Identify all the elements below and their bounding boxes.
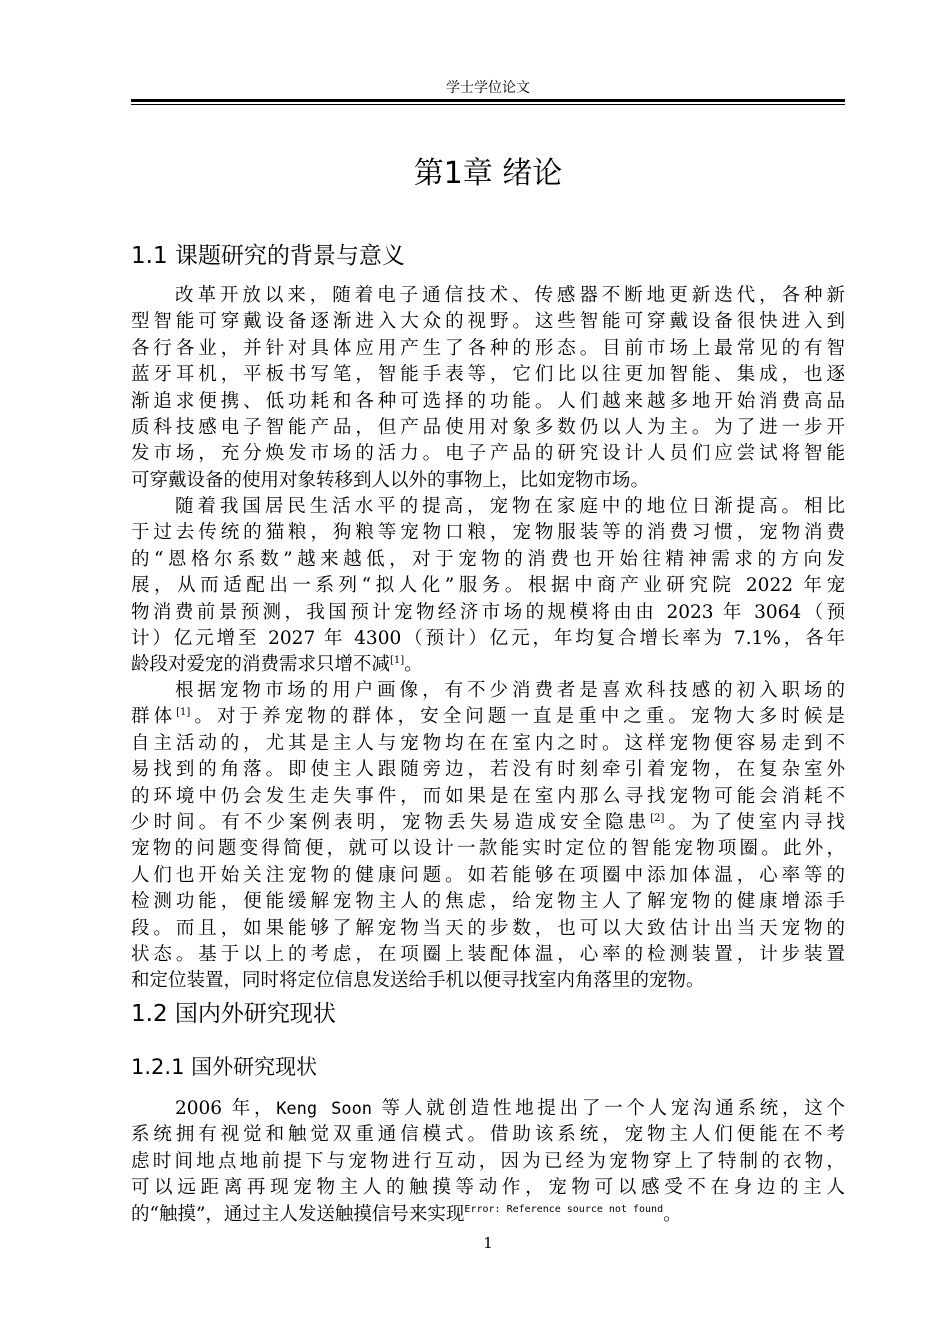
text-line: 的“恩格尔系数”越来越低，对于宠物的消费也开始往精神需求的方向发 (131, 548, 845, 570)
header-rule-thin (131, 104, 845, 105)
text-run: 龄段对爱宠的消费需求只增不减 (131, 654, 391, 676)
section-heading-1-2-1: 1.2.1 国外研究现状 (131, 1055, 318, 1079)
text-run: 群体 (131, 706, 177, 728)
text-line (131, 1202, 845, 1228)
text-line: 自主活动的，尤其是主人与宠物均在在室内之时。这样宠物便容易走到不 (131, 732, 845, 754)
text-line: 的环境中仍会发生走失事件，而如果是在室内那么寻找宠物可能会消耗不 (131, 785, 845, 807)
text-line: 物消费前景预测，我国预计宠物经济市场的规模将由由 2023 年 3064（预 (131, 601, 845, 623)
text-line: 根据宠物市场的用户画像，有不少消费者是喜欢科技感的初入职场的 (175, 680, 845, 701)
text-line: 蓝牙耳机，平板书写笔，智能手表等，它们比以往更加智能、集成，也逐 (131, 364, 845, 386)
citation-ref[interactable]: [2] (650, 812, 665, 824)
text-run: 。 (663, 1203, 682, 1225)
section-heading-1-2: 1.2 国内外研究现状 (131, 1001, 336, 1027)
text-line: 改革开放以来，随着电子通信技术、传感器不断地更新迭代，各种新 (175, 285, 845, 306)
text-run: 。 (404, 654, 423, 676)
text-line: 型智能可穿戴设备逐渐进入大众的视野。这些智能可穿戴设备很快进入到 (131, 311, 845, 333)
text-line: 可穿戴设备的使用对象转移到人以外的事物上，比如宠物市场。 (131, 469, 650, 491)
paragraph-background-2 (131, 494, 845, 679)
text-line: 系统拥有视觉和触觉双重通信模式。借助该系统，宠物主人们便能在不考 (131, 1124, 845, 1146)
citation-ref[interactable]: [1] (176, 707, 191, 719)
text-line (131, 1096, 845, 1122)
text-line: 质科技感电子智能产品，但产品使用对象多数仍以人为主。为了进一步开 (131, 416, 845, 438)
paragraph-foreign-research (131, 1096, 845, 1228)
paragraph-background-3 (131, 678, 845, 995)
header-rule-thick (131, 99, 845, 102)
author-name: Keng Soon (276, 1099, 373, 1119)
text-run: 等人就创造性地提出了一个人宠沟通系统，这个 (372, 1098, 845, 1119)
text-line: 渐追求便携、低功耗和各种可选择的功能。人们越来越多地开始消费高品 (131, 390, 845, 412)
text-run: 少时间。有不少案例表明，宠物丢失易造成安全隐患 (131, 811, 651, 833)
text-line: 检测功能，便能缓解宠物主人的焦虑，给宠物主人了解宠物的健康增添手 (131, 891, 845, 913)
text-line (131, 652, 845, 678)
text-run: 2006 年， (175, 1098, 277, 1119)
page-number: 1 (483, 1234, 493, 1252)
text-line: 展，从而适配出一系列“拟人化”服务。根据中商产业研究院 2022 年宠 (131, 575, 845, 597)
section-heading-1-1: 1.1 课题研究的背景与意义 (131, 243, 405, 269)
text-line: 状态。基于以上的考虑，在项圈上装配体温，心率的检测装置，计步装置 (131, 943, 845, 965)
text-line (131, 704, 845, 730)
text-run: 。为了使室内寻找 (664, 811, 845, 833)
broken-reference-field[interactable]: Error: Reference source not found (464, 1203, 664, 1215)
citation-ref[interactable]: [1] (390, 655, 405, 667)
text-line (131, 810, 845, 836)
text-line: 随着我国居民生活水平的提高，宠物在家庭中的地位日渐提高。相比 (175, 496, 845, 517)
text-line: 虑时间地点地前提下与宠物进行互动，因为已经为宠物穿上了特制的衣物， (131, 1150, 845, 1172)
text-line: 段。而且，如果能够了解宠物当天的步数，也可以大致估计出当天宠物的 (131, 917, 845, 939)
text-line: 人们也开始关注宠物的健康问题。如若能够在项圈中添加体温，心率等的 (131, 864, 845, 886)
text-line: 易找到的角落。即使主人跟随旁边，若没有时刻牵引着宠物，在复杂室外 (131, 759, 845, 781)
text-line: 宠物的问题变得简便，就可以设计一款能实时定位的智能宠物项圈。此外， (131, 838, 845, 860)
text-run: 的“触摸”，通过主人发送触摸信号来实现 (131, 1203, 465, 1225)
text-line: 于过去传统的猫粮，狗粮等宠物口粮，宠物服装等的消费习惯，宠物消费 (131, 522, 845, 544)
running-header: 学士学位论文 (446, 80, 530, 96)
text-line: 各行各业，并针对具体应用产生了各种的形态。目前市场上最常见的有智 (131, 337, 845, 359)
chapter-title: 第1章 绪论 (413, 156, 563, 191)
text-line: 计）亿元增至 2027 年 4300（预计）亿元，年均复合增长率为 7.1%，各年 (131, 627, 845, 649)
text-line: 可以远距离再现宠物主人的触摸等动作，宠物可以感受不在身边的主人 (131, 1177, 845, 1199)
paragraph-background-1 (131, 283, 845, 494)
text-line: 和定位装置，同时将定位信息发送给手机以便寻找室内角落里的宠物。 (131, 970, 705, 992)
text-run: 。对于养宠物的群体，安全问题一直是重中之重。宠物大多时候是 (190, 706, 845, 728)
text-line: 发市场，充分焕发市场的活力。电子产品的研究设计人员们应尝试将智能 (131, 443, 845, 465)
